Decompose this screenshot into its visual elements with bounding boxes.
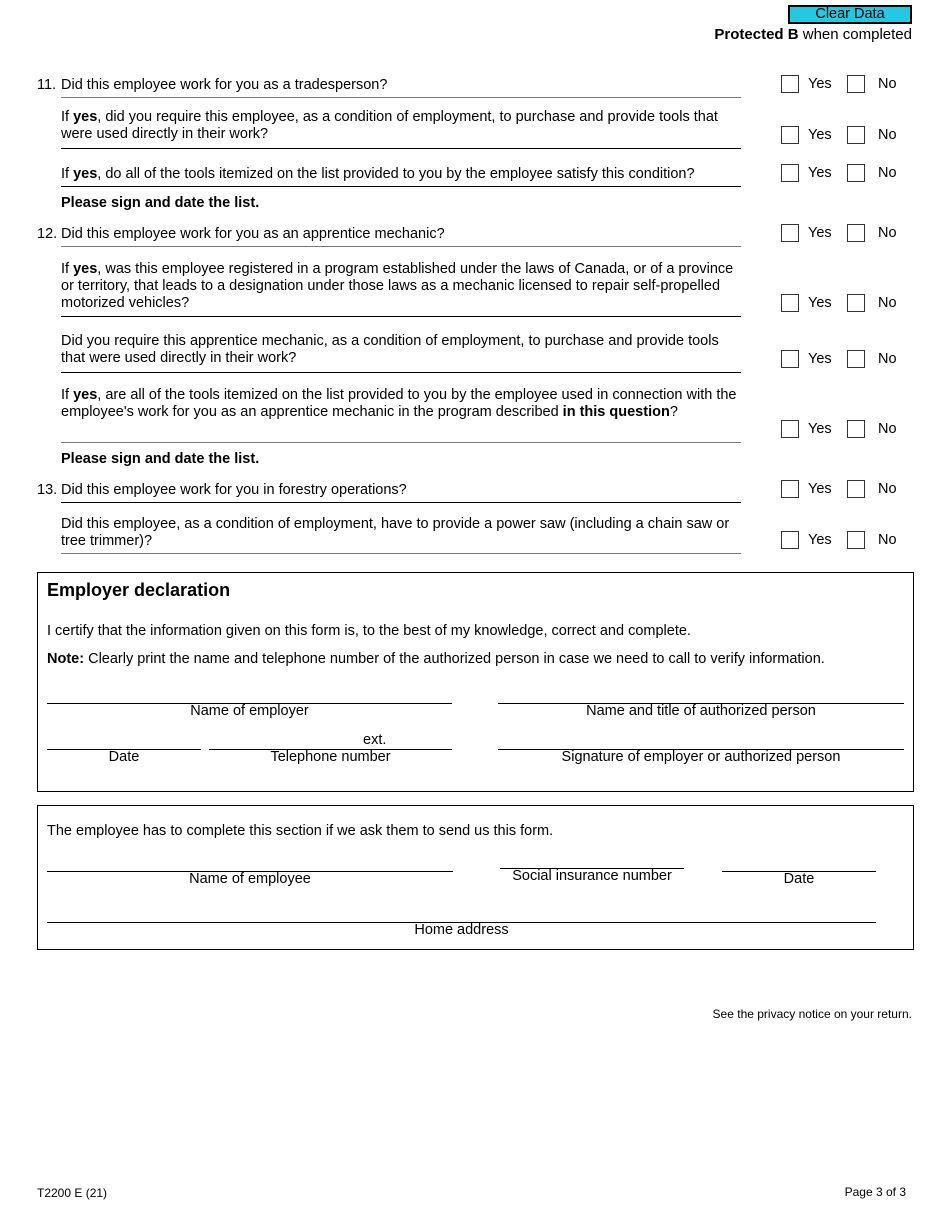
home-address-caption: Home address — [414, 922, 509, 938]
divider — [61, 316, 741, 317]
signature-caption: Signature of employer or authorized person — [561, 749, 841, 765]
employee-section — [37, 805, 914, 950]
no-label: No — [878, 225, 897, 241]
question-11-sub1: If yes, did you require this employee, as a condition of employment, to purchase and provide tools that were used directly in their work? — [61, 109, 718, 142]
home-address-field[interactable] — [47, 902, 876, 922]
question-11-text: Did this employee work for you as a tradesperson? — [61, 77, 388, 93]
employer-declaration-section — [37, 572, 914, 792]
question-13-text: Did this employee work for you in forestry operations? — [61, 482, 407, 498]
q11-yes-no — [781, 75, 911, 95]
employee-name-caption: Name of employee — [189, 871, 311, 887]
yes-checkbox[interactable] — [781, 350, 799, 368]
yes-checkbox[interactable] — [781, 164, 799, 182]
authorized-person-caption: Name and title of authorized person — [586, 703, 816, 719]
yes-label: Yes — [808, 127, 832, 143]
no-label: No — [878, 76, 897, 92]
yes-checkbox[interactable] — [781, 420, 799, 438]
yes-checkbox[interactable] — [781, 126, 799, 144]
question-12-text: Did this employee work for you as an apprentice mechanic? — [61, 226, 445, 242]
divider — [61, 246, 741, 247]
q13-yes-no — [781, 480, 911, 500]
sin-field[interactable] — [500, 848, 684, 868]
yes-checkbox[interactable] — [781, 75, 799, 93]
employee-name-field[interactable] — [47, 851, 453, 871]
yes-label: Yes — [808, 421, 832, 437]
date-field[interactable] — [47, 729, 201, 749]
no-label: No — [878, 351, 897, 367]
employer-name-field[interactable] — [47, 683, 452, 703]
no-label: No — [878, 532, 897, 548]
q12-sub2-yes-no — [781, 350, 911, 370]
sign-list-instruction: Please sign and date the list. — [61, 195, 260, 211]
no-checkbox[interactable] — [847, 126, 865, 144]
question-number: 11. — [37, 77, 57, 93]
no-label: No — [878, 481, 897, 497]
protected-notice: Protected B when completed — [714, 26, 912, 43]
no-checkbox[interactable] — [847, 480, 865, 498]
no-checkbox[interactable] — [847, 420, 865, 438]
note-text: Note: Clearly print the name and telephone number of the authorized person in case we need to call to verify information. — [47, 651, 825, 667]
question-12-sub2: Did you require this apprentice mechanic, as a condition of employment, to purchase and provide tools that were used directly in their work? — [61, 333, 719, 366]
yes-label: Yes — [808, 295, 832, 311]
employee-date-caption: Date — [783, 871, 815, 887]
yes-label: Yes — [808, 165, 832, 181]
telephone-caption: Telephone number — [270, 749, 391, 765]
certify-statement: I certify that the information given on this form is, to the best of my knowledge, correct and complete. — [47, 623, 691, 639]
employer-name-caption: Name of employer — [190, 703, 309, 719]
q11-sub2-yes-no — [781, 164, 911, 184]
no-checkbox[interactable] — [847, 75, 865, 93]
date-caption: Date — [108, 749, 140, 765]
employee-intro: The employee has to complete this section if we ask them to send us this form. — [47, 823, 554, 839]
q12-yes-no — [781, 224, 911, 244]
no-checkbox[interactable] — [847, 531, 865, 549]
no-checkbox[interactable] — [847, 294, 865, 312]
divider — [61, 186, 741, 187]
privacy-notice: See the privacy notice on your return. — [712, 1007, 912, 1021]
yes-label: Yes — [808, 225, 832, 241]
yes-checkbox[interactable] — [781, 531, 799, 549]
signature-field[interactable] — [498, 729, 904, 749]
question-number: 13. — [37, 482, 58, 498]
no-label: No — [878, 421, 897, 437]
q12-sub3-yes-no — [781, 420, 911, 440]
clear-data-button[interactable]: Clear Data — [788, 5, 912, 24]
section-title: Employer declaration — [47, 580, 231, 600]
question-11-sub2: If yes, do all of the tools itemized on the list provided to you by the employee satisfy this condition? — [61, 166, 695, 182]
q12-sub1-yes-no — [781, 294, 911, 314]
divider — [61, 502, 741, 503]
question-number: 12. — [37, 226, 58, 242]
authorized-person-field[interactable] — [498, 683, 904, 703]
employee-date-field[interactable] — [722, 851, 876, 871]
yes-label: Yes — [808, 481, 832, 497]
yes-checkbox[interactable] — [781, 224, 799, 242]
yes-label: Yes — [808, 351, 832, 367]
divider — [61, 148, 741, 149]
telephone-field[interactable] — [209, 729, 452, 749]
divider — [61, 442, 741, 443]
sign-list-instruction: Please sign and date the list. — [61, 451, 260, 467]
no-label: No — [878, 165, 897, 181]
divider — [61, 372, 741, 373]
q11-sub1-yes-no — [781, 126, 911, 146]
divider — [61, 553, 741, 554]
yes-checkbox[interactable] — [781, 480, 799, 498]
ext-label: ext. — [363, 732, 387, 748]
page-number: Page 3 of 3 — [844, 1185, 906, 1199]
yes-label: Yes — [808, 532, 832, 548]
divider — [61, 97, 741, 98]
form-identifier: T2200 E (21) — [37, 1186, 108, 1200]
no-checkbox[interactable] — [847, 350, 865, 368]
q13-sub1-yes-no — [781, 531, 911, 551]
no-label: No — [878, 295, 897, 311]
question-12-sub3: If yes, are all of the tools itemized on the list provided to you by the employee used in connection with the employee's work for you as an apprentice mechanic in the program described in this question? — [61, 387, 737, 420]
no-checkbox[interactable] — [847, 164, 865, 182]
question-13-sub1: Did this employee, as a condition of employment, have to provide a power saw (including a chain saw or tree trimmer)? — [61, 516, 730, 549]
question-12-sub1: If yes, was this employee registered in a program established under the laws of Canada, or of a province or territory, that leads to a designation under those laws as a mechanic licensed to repair self-propelled motorized vehicles? — [61, 261, 734, 311]
yes-label: Yes — [808, 76, 832, 92]
yes-checkbox[interactable] — [781, 294, 799, 312]
sin-caption: Social insurance number — [512, 868, 672, 884]
no-checkbox[interactable] — [847, 224, 865, 242]
no-label: No — [878, 127, 897, 143]
